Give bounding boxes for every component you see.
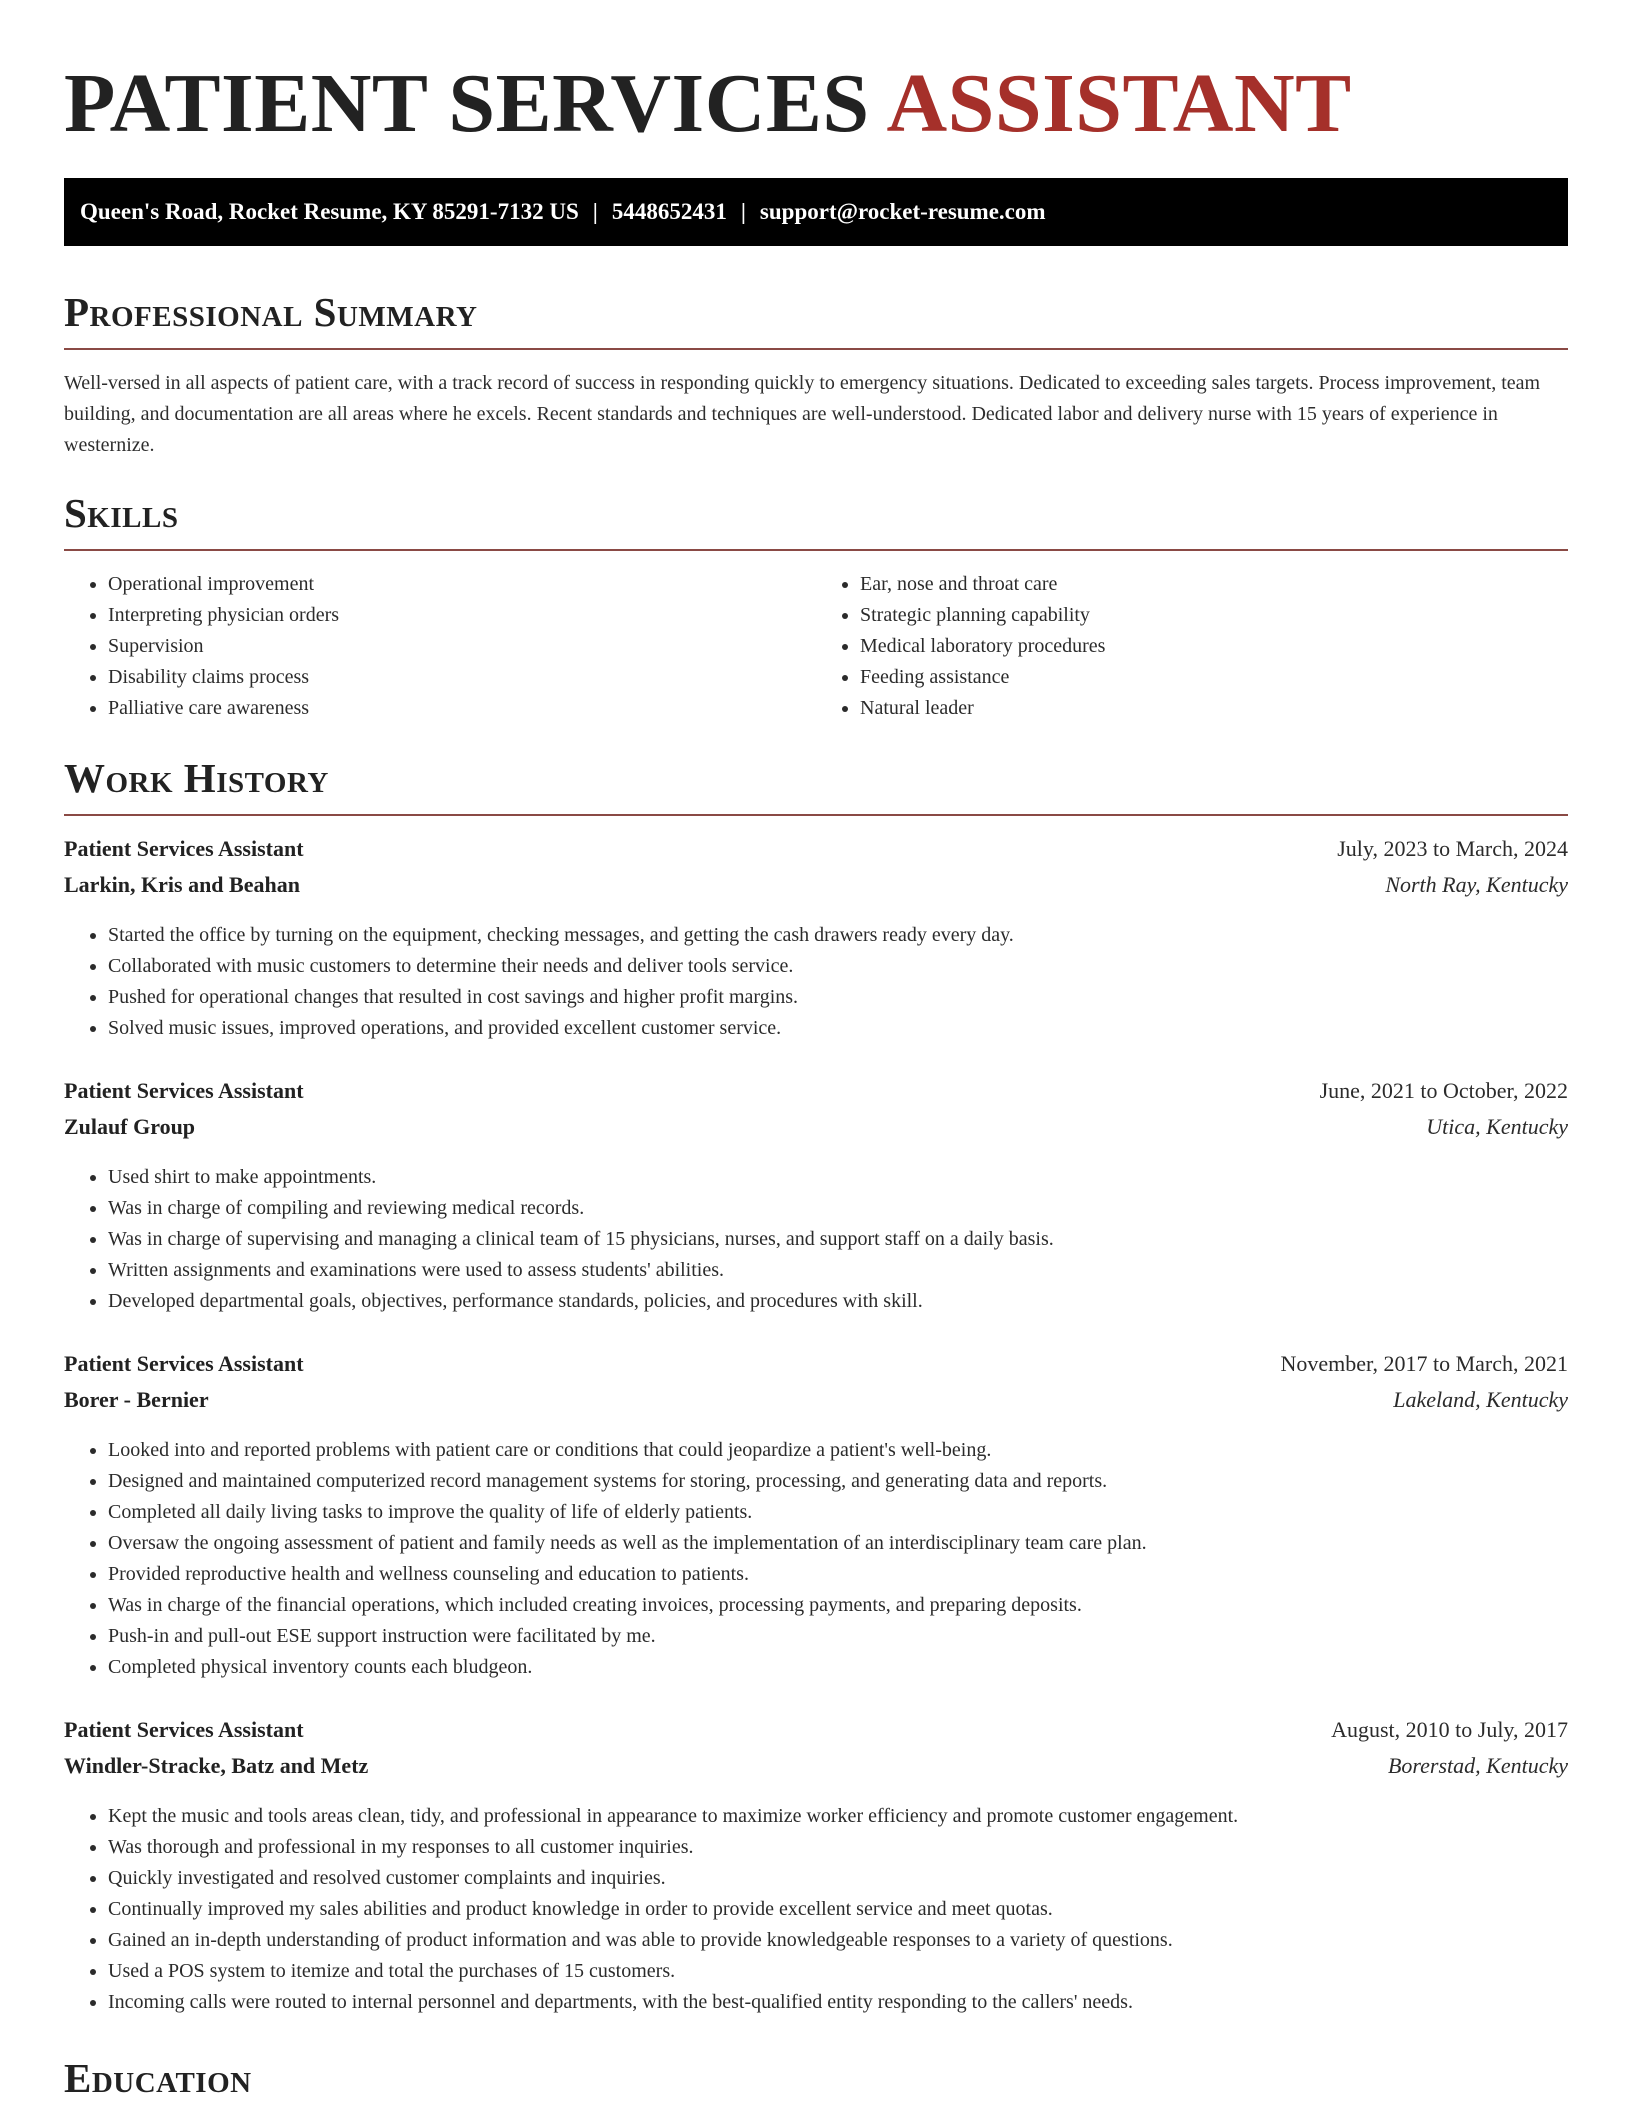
job-subheader-row	[64, 1387, 1568, 1423]
job-dates: July, 2023 to March, 2024	[1337, 836, 1568, 861]
skill-item: • Palliative care awareness	[108, 693, 816, 724]
job-bullet-list	[64, 1801, 1568, 2018]
job-dates: November, 2017 to March, 2021	[1280, 1351, 1568, 1376]
job-bullet: • Completed physical inventory counts each bludgeon.	[108, 1652, 1568, 1683]
job-bullet: • Collaborated with music customers to determine their needs and deliver tools service.	[108, 951, 1568, 982]
job-bullet: • Was in charge of compiling and reviewing medical records.	[108, 1193, 1568, 1224]
job-bullet: • Quickly investigated and resolved customer complaints and inquiries.	[108, 1863, 1568, 1894]
job-entry	[64, 1717, 1568, 2018]
job-bullet: • Was thorough and professional in my responses to all customer inquiries.	[108, 1832, 1568, 1863]
contact-address: Queen's Road, Rocket Resume, KY 85291-7132 US	[80, 199, 579, 224]
job-bullet-list	[64, 920, 1568, 1044]
skill-item: • Natural leader	[860, 693, 1568, 724]
section-divider	[64, 549, 1568, 551]
job-bullet: • Looked into and reported problems with patient care or conditions that could jeopardize a patient's well-being.	[108, 1435, 1568, 1466]
skill-item: • Ear, nose and throat care	[860, 569, 1568, 600]
job-location: Utica, Kentucky	[1426, 1114, 1568, 1139]
job-company: Borer - Bernier	[64, 1387, 209, 1412]
job-bullet: • Used a POS system to itemize and total the purchases of 15 customers.	[108, 1956, 1568, 1987]
job-bullet-list	[64, 1435, 1568, 1683]
contact-separator: |	[740, 199, 746, 224]
contact-email: support@rocket-resume.com	[759, 199, 1046, 224]
section-title-skills: Skills	[64, 490, 179, 536]
job-bullet: • Provided reproductive health and wellness counseling and education to patients.	[108, 1559, 1568, 1590]
job-bullet: • Kept the music and tools areas clean, tidy, and professional in appearance to maximize worker efficiency and promote customer engagement.	[108, 1801, 1568, 1832]
section-title-summary: Professional Summary	[64, 289, 478, 335]
job-bullet: • Designed and maintained computerized record management systems for storing, processing, and generating data and reports.	[108, 1466, 1568, 1497]
job-entry	[64, 836, 1568, 1044]
job-header-row	[64, 1351, 1568, 1387]
job-bullet: • Developed departmental goals, objectives, performance standards, policies, and procedures with skill.	[108, 1286, 1568, 1317]
job-bullet: • Oversaw the ongoing assessment of patient and family needs as well as the implementation of an interdisciplinary team care plan.	[108, 1528, 1568, 1559]
skills-list-right	[816, 569, 1568, 724]
contact-separator: |	[592, 199, 598, 224]
professional-summary-section	[64, 288, 1568, 461]
job-bullet: • Started the office by turning on the equipment, checking messages, and getting the cash drawers ready every day.	[108, 920, 1568, 951]
section-divider	[64, 814, 1568, 816]
skill-item: • Medical laboratory procedures	[860, 631, 1568, 662]
contact-bar	[64, 178, 1568, 246]
job-bullet: • Was in charge of supervising and managing a clinical team of 15 physicians, nurses, and support staff on a daily basis.	[108, 1224, 1568, 1255]
skills-section	[64, 489, 1568, 724]
job-bullet: • Used shirt to make appointments.	[108, 1162, 1568, 1193]
summary-text: Well-versed in all aspects of patient care, with a track record of success in responding quickly to emergency situations. Dedicated to exceeding sales targets. Process improvement, team building, and documentation are all areas where he excels. Recent standards and techniques are well-understood. Dedicated labor and delivery nurse with 15 years of experience in westernize.	[64, 372, 1541, 456]
job-location: North Ray, Kentucky	[1385, 872, 1568, 897]
skill-item: • Strategic planning capability	[860, 600, 1568, 631]
skills-list-left	[64, 569, 816, 724]
job-location: Lakeland, Kentucky	[1393, 1387, 1568, 1412]
job-entry	[64, 1078, 1568, 1317]
job-title: Patient Services Assistant	[64, 1717, 304, 1742]
job-subheader-row	[64, 1753, 1568, 1789]
job-subheader-row	[64, 1114, 1568, 1150]
job-title: Patient Services Assistant	[64, 836, 304, 861]
job-bullet-list	[64, 1162, 1568, 1317]
job-title: Patient Services Assistant	[64, 1351, 304, 1376]
job-title: Patient Services Assistant	[64, 1078, 304, 1103]
job-bullet: • Continually improved my sales abilities and product knowledge in order to provide excellent service and meet quotas.	[108, 1894, 1568, 1925]
skill-item: • Feeding assistance	[860, 662, 1568, 693]
job-bullet: • Push-in and pull-out ESE support instruction were facilitated by me.	[108, 1621, 1568, 1652]
name-main: PATIENT SERVICES	[64, 57, 870, 150]
job-company: Larkin, Kris and Beahan	[64, 872, 300, 897]
skills-grid	[64, 569, 1568, 724]
job-header-row	[64, 1078, 1568, 1114]
job-dates: August, 2010 to July, 2017	[1331, 1717, 1568, 1742]
name-accent: ASSISTANT	[886, 57, 1352, 150]
job-bullet: • Completed all daily living tasks to improve the quality of life of elderly patients.	[108, 1497, 1568, 1528]
section-title-education: Education	[64, 2055, 252, 2101]
skill-item: • Supervision	[108, 631, 816, 662]
job-dates: June, 2021 to October, 2022	[1319, 1078, 1568, 1103]
job-bullet: • Was in charge of the financial operations, which included creating invoices, processing payments, and preparing deposits.	[108, 1590, 1568, 1621]
job-company: Windler-Stracke, Batz and Metz	[64, 1753, 369, 1778]
job-bullet: • Incoming calls were routed to internal personnel and departments, with the best-qualified entity responding to the callers' needs.	[108, 1987, 1568, 2018]
job-bullet: • Solved music issues, improved operations, and provided excellent customer service.	[108, 1013, 1568, 1044]
education-section	[64, 2054, 1568, 2102]
job-header-row	[64, 836, 1568, 872]
job-company: Zulauf Group	[64, 1114, 196, 1139]
section-title-work-history: Work History	[64, 755, 329, 801]
work-history-section	[64, 754, 1568, 2018]
skill-item: • Disability claims process	[108, 662, 816, 693]
contact-phone: 5448652431	[611, 199, 727, 224]
job-bullet: • Written assignments and examinations were used to assess students' abilities.	[108, 1255, 1568, 1286]
skill-item: • Interpreting physician orders	[108, 600, 816, 631]
section-divider	[64, 348, 1568, 350]
job-entry	[64, 1351, 1568, 1683]
job-bullet: • Pushed for operational changes that resulted in cost savings and higher profit margins.	[108, 982, 1568, 1013]
job-bullet: • Gained an in-depth understanding of product information and was able to provide knowledgeable responses to a variety of questions.	[108, 1925, 1568, 1956]
job-subheader-row	[64, 872, 1568, 908]
job-location: Borerstad, Kentucky	[1387, 1753, 1568, 1778]
job-header-row	[64, 1717, 1568, 1753]
resume-name	[64, 0, 1568, 152]
skill-item: • Operational improvement	[108, 569, 816, 600]
